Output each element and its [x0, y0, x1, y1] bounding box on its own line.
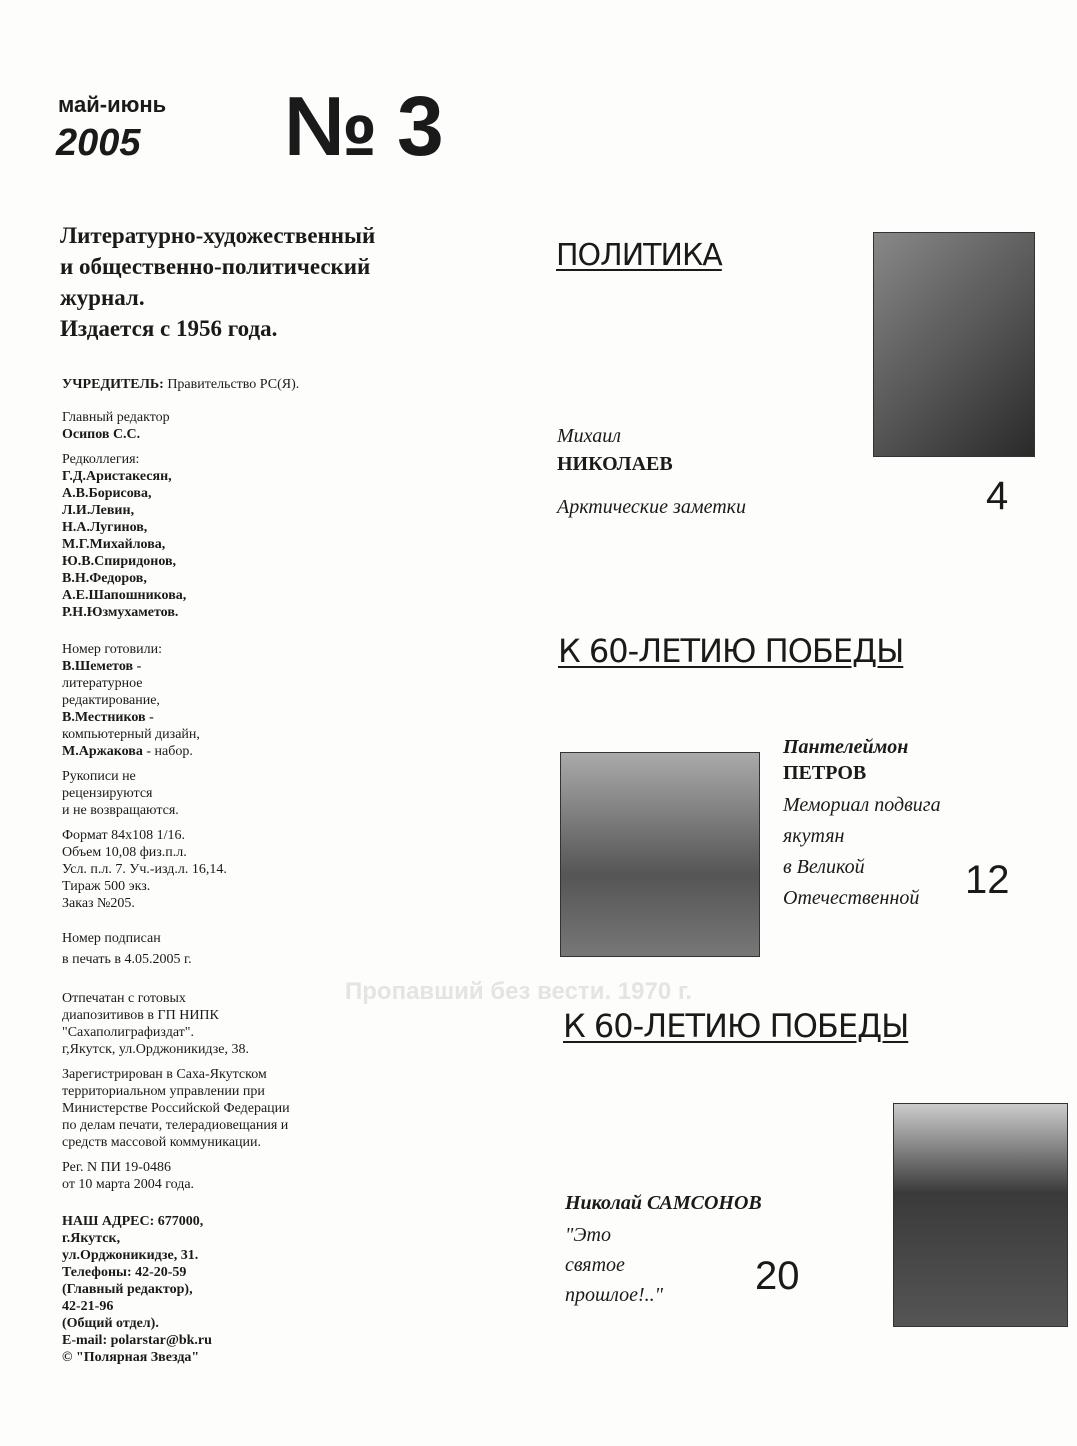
article-title[interactable]: [783, 790, 941, 914]
board-member: Ю.В.Спиридонов,: [62, 554, 177, 569]
article-title[interactable]: [565, 1220, 663, 1310]
staff-role: - набор.: [142, 744, 193, 759]
staff-name: В.Местников -: [62, 710, 154, 725]
board-member: Г.Д.Аристакесян,: [62, 469, 172, 484]
signed-line: в печать в 4.05.2005 г.: [62, 952, 192, 967]
author-photo-nikolaev: [873, 232, 1035, 457]
registered-line: средств массовой коммуникации.: [62, 1135, 262, 1150]
address-line: НАШ АДРЕС: 677000,: [62, 1214, 204, 1229]
author-first-name: Михаил: [557, 425, 621, 447]
founder-label: УЧРЕДИТЕЛЬ:: [62, 377, 164, 392]
description-line: и общественно-политический: [60, 254, 371, 279]
author-first-name: Пантелеймон: [783, 736, 909, 758]
issue-number: № 3: [284, 79, 442, 173]
title-line: "Это: [565, 1224, 611, 1246]
title-line: святое: [565, 1254, 625, 1276]
section-heading-victory-2: К 60-ЛЕТИЮ ПОБЕДЫ: [563, 1007, 909, 1045]
registered-line: территориальном управлении при: [62, 1084, 265, 1099]
journal-description: [60, 220, 375, 344]
section-heading-politics: ПОЛИТИКА: [556, 238, 722, 273]
founder: Правительство РС(Я).: [167, 377, 300, 392]
board-member: А.В.Борисова,: [62, 486, 152, 501]
title-line: прошлое!..": [565, 1284, 663, 1306]
registered-line: Министерстве Российской Федерации: [62, 1101, 290, 1116]
page-number[interactable]: 20: [755, 1254, 800, 1298]
phone-line: (Общий отдел).: [62, 1316, 159, 1331]
email-line: E-mail: polarstar@bk.ru: [62, 1333, 212, 1348]
printed-line: Отпечатан с готовых: [62, 991, 186, 1006]
board-member: В.Н.Федоров,: [62, 571, 147, 586]
format-line: Тираж 500 экз.: [62, 879, 151, 894]
board-member: А.Е.Шапошникова,: [62, 588, 187, 603]
issue-year: 2005: [56, 122, 141, 164]
issue-months: май-июнь: [58, 92, 167, 117]
format-line: Формат 84х108 1/16.: [62, 828, 185, 843]
printed-line: диапозитивов в ГП НИПК: [62, 1008, 219, 1023]
title-line: в Великой: [783, 856, 865, 878]
printed-line: г,Якутск, ул.Орджоникидзе, 38.: [62, 1042, 249, 1057]
author-last-name: ПЕТРОВ: [783, 762, 867, 784]
format-line: Заказ №205.: [62, 896, 135, 911]
description-line: журнал.: [60, 285, 145, 310]
board-member: Р.Н.Юзмухаметов.: [62, 605, 179, 620]
article-title[interactable]: Арктические заметки: [557, 496, 746, 518]
board-member: М.Г.Михайлова,: [62, 537, 166, 552]
manuscripts-note: и не возвращаются.: [62, 803, 179, 818]
registered-line: Зарегистрирован в Саха-Якутском: [62, 1067, 267, 1082]
copyright-line: © "Полярная Звезда": [62, 1350, 200, 1365]
description-line: Издается с 1956 года.: [60, 316, 278, 341]
phone-line: Телефоны: 42-20-59: [62, 1265, 187, 1280]
staff-name: В.Шеметов -: [62, 659, 142, 674]
author-last-name: НИКОЛАЕВ: [557, 453, 673, 475]
section-heading-victory: К 60-ЛЕТИЮ ПОБЕДЫ: [558, 632, 904, 670]
memorial-photo: [560, 752, 760, 957]
bleed-through-text: Пропавший без вести. 1970 г.: [345, 978, 693, 1005]
board-label: Редколлегия:: [62, 452, 140, 467]
manuscripts-note: Рукописи не: [62, 769, 136, 784]
registration-line: Рег. N ПИ 19-0486: [62, 1160, 171, 1175]
registration-line: от 10 марта 2004 года.: [62, 1177, 195, 1192]
staff-name: М.Аржакова: [62, 744, 143, 759]
title-line: Отечественной: [783, 887, 920, 909]
phone-line: 42-21-96: [62, 1299, 114, 1314]
staff-label: Номер готовили:: [62, 642, 163, 657]
title-line: якутян: [783, 825, 845, 847]
author-name: Николай САМСОНОВ: [565, 1192, 762, 1214]
page-number[interactable]: 4: [986, 474, 1009, 518]
chief-editor: Осипов С.С.: [62, 427, 141, 442]
format-line: Объем 10,08 физ.п.л.: [62, 845, 187, 860]
board-member: Л.И.Левин,: [62, 503, 135, 518]
address-line: ул.Орджоникидзе, 31.: [62, 1248, 199, 1263]
signed-line: Номер подписан: [62, 931, 161, 946]
imprint-column: [62, 376, 299, 1374]
chief-label: Главный редактор: [62, 410, 170, 425]
title-line: Мемориал подвига: [783, 794, 941, 816]
staff-role: редактирование,: [62, 693, 160, 708]
page-number[interactable]: 12: [965, 858, 1010, 902]
manuscripts-note: рецензируются: [62, 786, 153, 801]
staff-role: компьютерный дизайн,: [62, 727, 200, 742]
description-line: Литературно-художественный: [60, 223, 376, 248]
format-line: Усл. п.л. 7. Уч.-изд.л. 16,14.: [62, 862, 227, 877]
board-member: Н.А.Лугинов,: [62, 520, 148, 535]
phone-line: (Главный редактор),: [62, 1282, 193, 1297]
registered-line: по делам печати, телерадиовещания и: [62, 1118, 289, 1133]
printed-line: "Сахаполиграфиздат".: [62, 1025, 195, 1040]
address-line: г.Якутск,: [62, 1231, 121, 1246]
soldiers-photo: [893, 1103, 1068, 1327]
staff-role: литературное: [62, 676, 143, 691]
